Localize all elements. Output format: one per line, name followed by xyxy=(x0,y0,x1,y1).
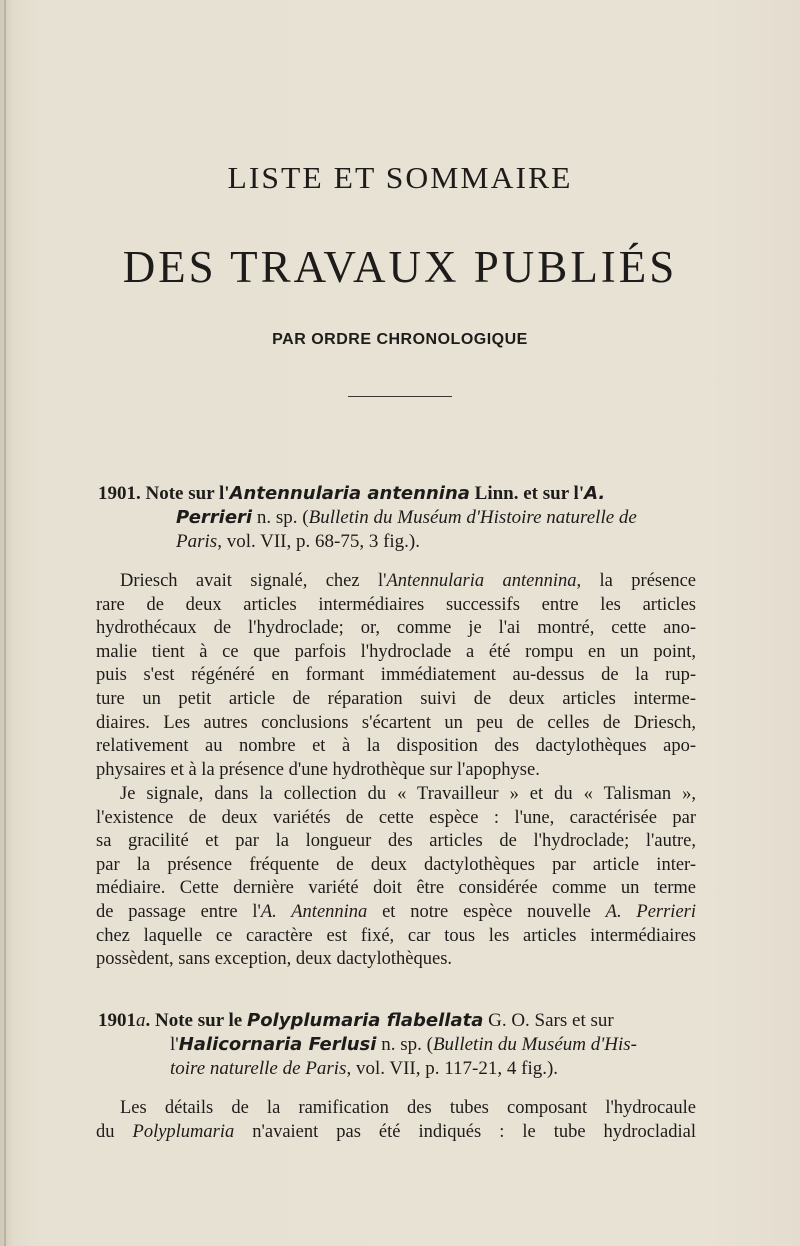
text-run: du xyxy=(96,1121,133,1142)
species-name: Antennularia antennina xyxy=(386,571,577,591)
entry-1901a-line-3 xyxy=(98,1057,698,1081)
text-run: et notre espèce nouvelle xyxy=(367,901,606,922)
species-name: Polyplumaria flabellata xyxy=(247,1010,484,1031)
heading-line-3: PAR ORDRE CHRONOLOGIQUE xyxy=(272,331,528,348)
entry-text: n. sp. ( xyxy=(376,1034,433,1055)
species-name: A. Perrieri xyxy=(605,901,697,922)
entry-text: G. O. Sars et sur xyxy=(483,1010,614,1031)
entry-text: . Note sur le xyxy=(145,1010,247,1031)
text-line: puis s'est régénéré en formant immédiatement au-dessus de la rup- xyxy=(96,665,696,686)
text-line: ture un petit article de réparation suivi de deux articles interme- xyxy=(96,688,696,709)
text-line: par la présence fréquente de deux dactylothèques par article inter- xyxy=(96,854,696,875)
text-line: Les détails de la ramification des tubes composant l'hydrocaule xyxy=(120,1098,696,1118)
summary-paragraph-2 xyxy=(96,783,696,972)
entry-text: Linn. et sur l' xyxy=(469,483,585,504)
species-name: Antennularia antennina xyxy=(229,483,470,504)
entry-1901-line-3 xyxy=(98,530,698,554)
text-line: l'existence de deux variétés de cette espèce : l'une, caractérisée par xyxy=(96,807,696,828)
entry-1901 xyxy=(98,482,698,554)
entry-text: n. sp. ( xyxy=(252,507,309,528)
text-line xyxy=(96,901,696,925)
entry-1901a-line-2 xyxy=(98,1033,698,1057)
entry-text: l' xyxy=(170,1034,179,1055)
text-line: Je signale, dans la collection du « Travailleur » et du « Talisman », xyxy=(120,784,696,804)
entry-year: 1901 xyxy=(98,1010,136,1031)
entry-text: Note sur l' xyxy=(140,483,230,504)
journal-title: Bulletin du Muséum d'His- xyxy=(432,1034,638,1055)
heading-line-2: DES TRAVAUX PUBLIÉS xyxy=(122,242,678,292)
entry-1901-line-1 xyxy=(98,482,698,506)
entry-text: , vol. VII, p. 68-75, 3 fig.). xyxy=(217,531,421,552)
text-line: médiaire. Cette dernière variété doit être considérée comme un terme xyxy=(96,878,696,899)
text-line: physaires et à la présence d'une hydrothèque sur l'apophyse. xyxy=(96,759,540,780)
text-line: possèdent, sans exception, deux dactylothèques. xyxy=(96,949,453,970)
summary-paragraph-3 xyxy=(96,1097,696,1144)
species-name: Perrieri xyxy=(176,507,253,528)
text-run: Driesch avait signalé, chez l' xyxy=(120,571,387,591)
text-line: hydrothécaux de l'hydroclade; or, comme je l'ai montré, cette ano- xyxy=(96,618,696,639)
text-line: chez laquelle ce caractère est fixé, car tous les articles intermédiaires xyxy=(96,925,696,946)
species-name: A. xyxy=(584,483,606,504)
text-line: relativement au nombre et à la disposition des dactylothèques apo- xyxy=(96,736,696,757)
text-run: n'avaient pas été indiqués : le tube hydrocladial xyxy=(234,1121,697,1142)
summary-paragraph-1 xyxy=(96,570,696,782)
journal-title: toire naturelle de Paris xyxy=(170,1058,347,1079)
text-line: malie tient à ce que parfois l'hydroclade a été rompu en un point, xyxy=(96,641,696,662)
entry-1901a xyxy=(98,1009,698,1081)
journal-title: Paris xyxy=(176,531,218,552)
text-run: , la présence xyxy=(576,571,697,591)
heading-line-1: LISTE ET SOMMAIRE xyxy=(227,160,573,195)
species-name: Halicornaria Ferlusi xyxy=(178,1034,377,1055)
entry-1901-line-2 xyxy=(98,506,698,530)
text-line: diaires. Les autres conclusions s'écartent un peu de celles de Driesch, xyxy=(96,712,696,733)
entry-1901a-line-1 xyxy=(98,1009,698,1033)
text-run: de passage entre l' xyxy=(96,901,261,922)
entry-year: 1901. xyxy=(98,483,141,504)
entry-text: , vol. VII, p. 117-21, 4 fig.). xyxy=(346,1058,559,1079)
divider-rule xyxy=(348,396,452,397)
species-name: A. Antennina xyxy=(260,901,368,922)
text-line: rare de deux articles intermédiaires successifs entre les articles xyxy=(96,594,696,615)
text-line xyxy=(96,570,696,594)
journal-title: Bulletin du Muséum d'Histoire naturelle de xyxy=(308,507,637,528)
text-line xyxy=(96,1121,696,1145)
species-name: Polyplumaria xyxy=(132,1121,235,1142)
text-line: sa gracilité et par la longueur des articles de l'hydroclade; l'autre, xyxy=(96,831,696,852)
entry-year-suffix: a xyxy=(136,1010,146,1031)
